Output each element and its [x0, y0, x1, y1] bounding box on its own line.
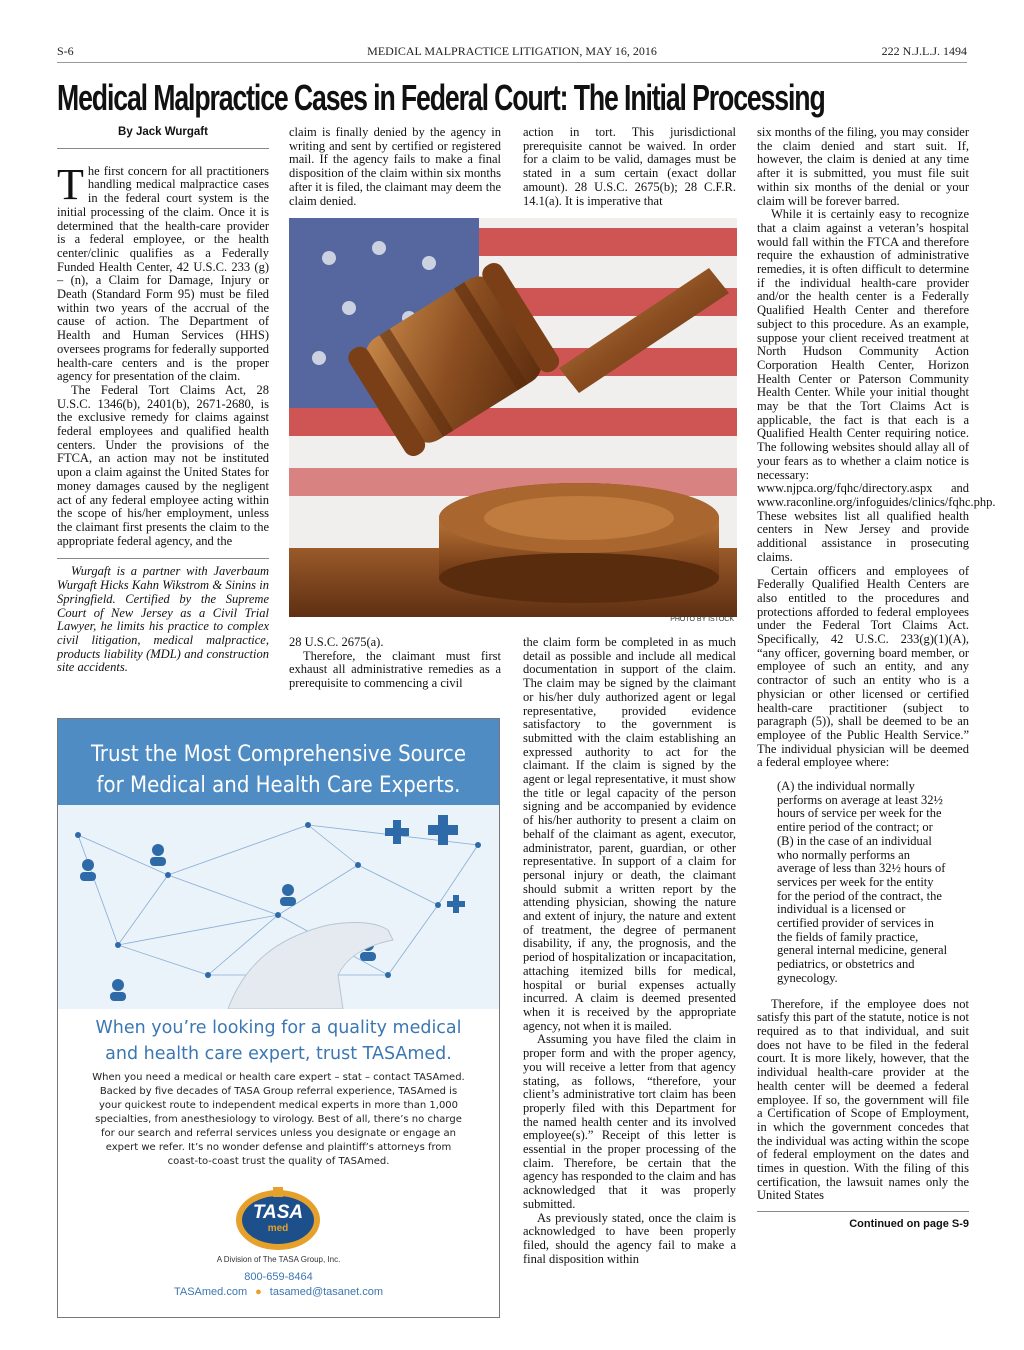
- column-1: [57, 126, 269, 675]
- tasamed-advertisement[interactable]: [57, 718, 500, 1318]
- ad-contact: [58, 1286, 499, 1298]
- final-disposition-paragraph: As previously stated, once the claim is acknowledged to have been properly filed, should the agency fail to make a final disposition within: [523, 1210, 736, 1266]
- network-icon: [58, 805, 499, 1009]
- ad-body: When you need a medical or health care expert – stat – contact TASAmed. Backed by five decades of TASA Group referral experience, TASAmed is your quickest route to independent medical experts in more than 1,000 specialties, from anesthesiology to virology. Best of all, there’s no charge for our search and referral services unless you designate or engage an expert we refer. It’s no wonder defense and plaintiff’s attorneys from coast-to-coast trust the quality of TASAmed.: [92, 1072, 465, 1167]
- agency-letter-paragraph: Assuming you have filed the claim in proper form and with the proper agency, you will receive a letter from that agency stating, as follows, “therefore, your client’s administrative tort claim has been properly filed with this Department for the named health center and its involved employee(s).” Receipt of this letter is essential in the proper processing of the claim. Therefore, be certain that the agency has responded to the claim and has acknowledged that it was properly submitted.: [523, 1032, 736, 1211]
- publication-line: MEDICAL MALPRACTICE LITIGATION, MAY 16, 2016: [367, 44, 657, 58]
- author-bio: Wurgaft is a partner with Javerbaum Wurgaft Hicks Kahn Wikstrom & Sinins in Springfield. Certified by the Supreme Court of New Jersey as a Civil Trial Lawyer, he limits his practice to complex civil litigation, medical malpractice, products liability (MDL) and construction site accidents.: [57, 558, 269, 675]
- column-3-bottom: [523, 636, 736, 1266]
- column-3-top: action in tort. This jurisdictional prerequisite cannot be waived. In order for a claim to be valid, damages must be stated in a sum certain (exact dollar amount). 28 U.S.C. 2675(b); 28 C.F.R. 14.1(a). It is imperative that: [523, 125, 736, 208]
- logo-subtext: med: [267, 1223, 289, 1234]
- photo-credit: PHOTO BY ISTOCK: [670, 616, 734, 623]
- officers-paragraph: Certain officers and employees of Federally Qualified Health Centers are also entitled to the procedures and protections afforded to federal employees under the Federal Tort Claims Act. Specifically, 42 U.S.C. 233(g)(1)(A), “any officer, governing board member, or employee of such an entity, and any contractor of such an entity who is a physician or other licensed or certified health-care practitioner (subject to paragraph (5)), shall be deemed to be an employee of the Public Health Service.” The individual physician will be deemed a federal employee where:: [757, 563, 969, 770]
- ad-division: A Division of The TASA Group, Inc.: [216, 1255, 341, 1264]
- ftca-paragraph: The Federal Tort Claims Act, 28 U.S.C. 1346(b), 2401(b), 2671-2680, is the exclusive remedy for claims against federal employees and qualified health centers. Under the provisions of the FTCA, an action may not be instituted upon a claim against the United States for money damages caused by the negligent act of any federal employee acting within the scope of his/her employment, unless the claimant first presents the claim to the appropriate federal agency, and the: [57, 382, 269, 548]
- continued-note: Continued on page S-9: [757, 1211, 969, 1232]
- veterans-paragraph: While it is certainly easy to recognize that a claim against a veteran’s hospital would fall within the FTCA and therefore require the exhaustion of administrative remedies, it is often difficult to determine if the individual health-care provider and/or the health center is a Federally Qualified Health Center and therefore subject to this procedure. As an example, suppose your client received treatment at North Hudson Community Action Corporation Health Center, Horizon Health Center or Paterson Community Health Center. While your initial thought may be that the Tort Claims Act is applicable, the fact is that each is a Qualified Health Center requiring notice. The following websites should allay all of your fears as to whether a claim notice is necessary: www.njpca.org/fqhc/directory.aspx and www.raconline.org/infoguides/clinics/fqhc.php. These websites list all qualified health centers in New Jersey and provide additional assistance in prosecuting claims.: [757, 207, 996, 564]
- intro-paragraph: The first concern for all practitioners handling medical malpractice cases in the federal court system is the initial processing of the claim. Once it is determined that the health-care provider is a federal employee, or the health center/clinic qualifies as a Federally Funded Health Center, 42 U.S.C. 233 (g) – (n), a Claim for Damage, Injury or Death (Standard Form 95) must be filed within two years of the accrual of the cause of action. The Department of Health and Human Services (HHS) oversees programs for federally supported health-care centers and is the proper agency for presentation of the claim.: [57, 159, 269, 384]
- column-2-top: claim is finally denied by the agency in writing and sent by certified or registered mail. If the agency fails to make a final disposition of the claim within six months after it is filed, the claimant may deem the claim denied.: [289, 125, 501, 208]
- ad-subtitle: When you’re looking for a quality medical and health care expert, trust TASAmed.: [95, 1018, 462, 1064]
- drop-cap: T: [57, 159, 84, 209]
- ad-phone-link[interactable]: 800-659-8464: [244, 1271, 313, 1283]
- network-illustration: [58, 805, 499, 1009]
- ad-email-link[interactable]: tasamed@tasanet.com: [269, 1286, 384, 1298]
- ad-title: Trust the Most Comprehensive Source for Medical and Health Care Experts.: [91, 742, 466, 798]
- column-2-bottom: [289, 636, 501, 691]
- claim-form-paragraph: the claim form be completed in as much detail as possible and include all medical documentation in support of the claim. The claim may be signed by the claimant or his/her duly authorized agent or legal representative, provided evidence satisfactory to the government is submitted with the claim establishing an expressed authority to act for the claimant. If the claim is signed by the agent or legal representative, it must show the title or legal capacity of the person signing and be accompanied by evidence of his/her authority to present a claim on behalf of the claimant as agent, executor, administrator, parent, guardian, or other representative. In support of a claim for personal injury or death, the claimant should submit a written report by the attending physician, showing the nature and extent of injury, the nature and extent of treatment, the degree of permanent disability, if any, the prognosis, and the period of hospitalization or incapacitation, attaching itemized bills for medical, hospital or burial expenses actually incurred. A claim is deemed presented when it is received by the appropriate agency, not when it is mailed.: [523, 635, 736, 1033]
- headline: Medical Malpractice Cases in Federal Court: The Initial Processing: [57, 77, 825, 118]
- six-months-paragraph: six months of the filing, you may consider the claim denied and start suit. If, however, the claim is denied at any time after it is submitted, you must file suit within six months of the denial or your claim will be forever barred.: [757, 125, 969, 208]
- ad-website-link[interactable]: TASAmed.com: [173, 1286, 248, 1298]
- statute-citation: 28 U.S.C. 2675(a).: [289, 635, 384, 649]
- column-4: [757, 125, 996, 1232]
- exhaust-paragraph: Therefore, the claimant must first exhaust all administrative remedies as a prerequisite to commencing a civil: [289, 648, 501, 691]
- logo-text: TASA: [252, 1202, 304, 1223]
- citation: 222 N.J.L.J. 1494: [881, 44, 967, 58]
- gavel-flag-photo: [289, 218, 737, 617]
- statute-quote: (A) the individual normally performs on average at least 32½ hours of service per week for the entire period of the contract; or (B) in the case of an individual who normally performs an average of less than 32½ hours of services per week for the entity for the period of the contract, the individual is a licensed or certified provider of services in the fields of family practice, general internal medicine, general pediatrics, or obstetrics and gynecology.: [777, 779, 948, 985]
- byline: By Jack Wurgaft: [57, 126, 269, 149]
- page-header: [57, 44, 967, 63]
- page-number: S-6: [57, 44, 74, 58]
- tasamed-logo[interactable]: [233, 1185, 323, 1251]
- gavel-icon: [289, 218, 737, 617]
- bullet-icon: ●: [255, 1286, 262, 1298]
- certification-paragraph: Therefore, if the employee does not satisfy this part of the statute, notice is not required as to that individual, and suit does not have to be filed in the federal court. It is more likely, however, that the individual health-care provider at the health center will be deemed a federal employee. If so, the government will file a Certification of Scope of Employment, in which the government concedes that the individual was acting within the scope of federal employment on the dates and times in question. With the filing of this certification, the lawsuit names only the United States: [757, 996, 969, 1203]
